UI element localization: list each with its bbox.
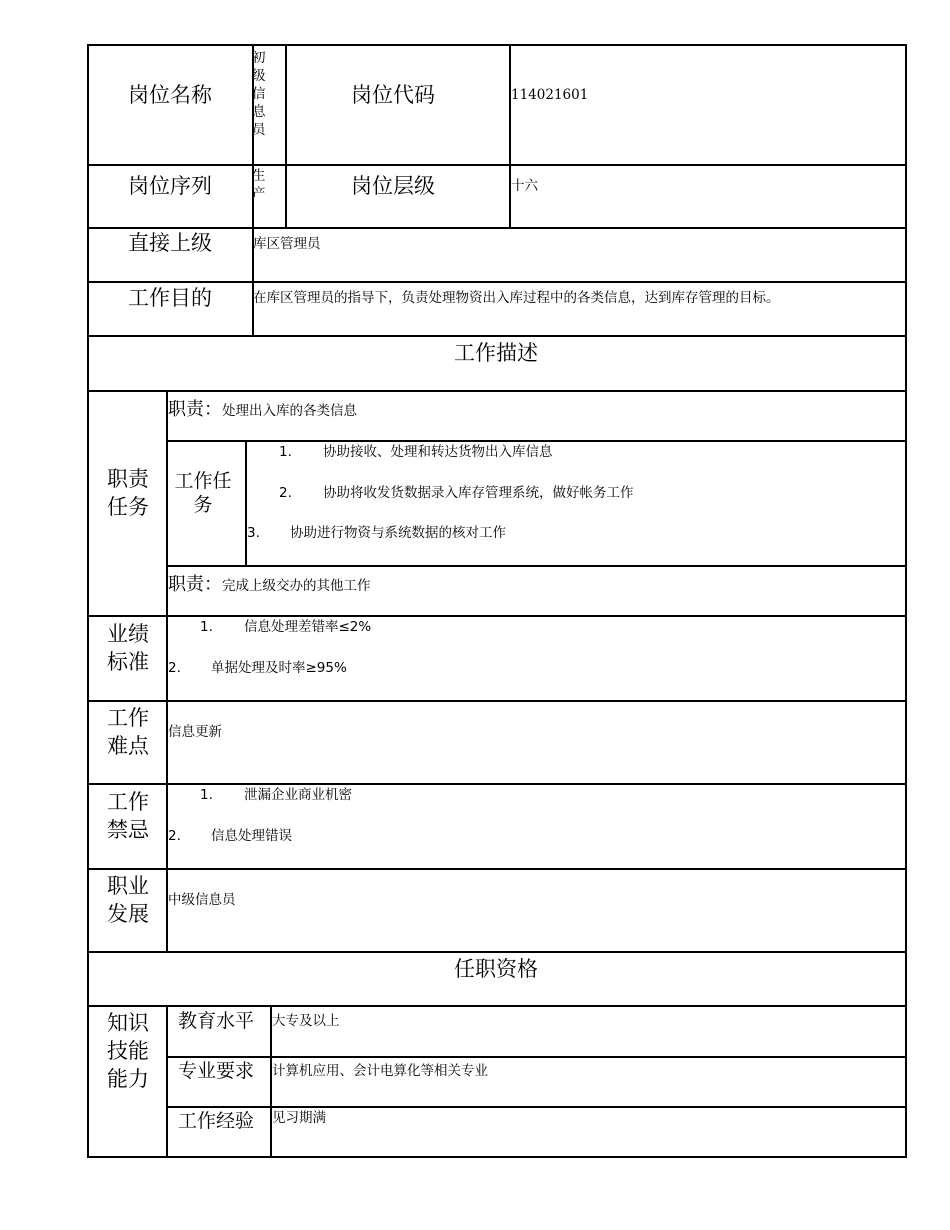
perf-1-text: 信息处理差错率≤2% xyxy=(244,619,372,635)
row-divider xyxy=(87,335,907,337)
row-divider xyxy=(87,868,907,870)
taboo-2-number: 2. xyxy=(168,828,181,844)
duty-1 xyxy=(168,395,357,421)
row-divider xyxy=(87,1005,907,1007)
position-level-label: 岗位层级 xyxy=(351,174,435,198)
perf-2-number: 2. xyxy=(168,660,181,676)
row-divider xyxy=(87,783,907,785)
major-label: 专业要求 xyxy=(178,1060,255,1082)
position-name-label: 岗位名称 xyxy=(128,83,212,107)
taboo-1-number: 1. xyxy=(200,787,213,803)
taboo-1-text: 泄漏企业商业机密 xyxy=(244,787,352,803)
perf-2-text: 单据处理及时率≥95% xyxy=(211,660,347,676)
position-level-value: 十六 xyxy=(511,178,538,194)
row-divider xyxy=(87,951,907,953)
table-border-right xyxy=(905,44,907,1158)
column-divider xyxy=(509,44,511,229)
job-purpose-label: 工作目的 xyxy=(128,286,212,310)
duty-prefix: 职责： xyxy=(168,399,222,420)
task-2-text: 协助将收发货数据录入库存管理系统，做好帐务工作 xyxy=(323,485,634,501)
experience-label: 工作经验 xyxy=(178,1110,255,1132)
duty-prefix: 职责： xyxy=(168,574,222,595)
position-code-label: 岗位代码 xyxy=(351,83,435,107)
row-divider xyxy=(87,390,907,392)
education-label: 教育水平 xyxy=(178,1010,255,1032)
task-1-number: 1. xyxy=(279,444,292,460)
difficulty-label: 工作难点 xyxy=(107,706,149,758)
table-border-top xyxy=(87,44,907,46)
duties-label: 职责任务 xyxy=(107,467,149,519)
kss-label: 知识技能能力 xyxy=(107,1011,149,1091)
taboo-label: 工作禁忌 xyxy=(107,790,149,842)
performance-label: 业绩标准 xyxy=(107,622,149,674)
column-divider xyxy=(166,1005,168,1158)
row-divider xyxy=(166,565,907,567)
row-divider xyxy=(166,1056,907,1058)
taboo-2-text: 信息处理错误 xyxy=(211,828,292,844)
task-2-number: 2. xyxy=(279,485,292,501)
duty-text: 处理出入库的各类信息 xyxy=(222,403,357,419)
row-divider xyxy=(87,164,907,166)
table-border-left xyxy=(87,44,89,1158)
row-divider xyxy=(87,700,907,702)
duty-text: 完成上级交办的其他工作 xyxy=(222,578,371,594)
major-value: 计算机应用、会计电算化等相关专业 xyxy=(272,1063,488,1079)
perf-1-number: 1. xyxy=(200,619,213,635)
section-title-job-description: 工作描述 xyxy=(454,341,538,365)
position-code-value: 114021601 xyxy=(511,87,589,103)
row-divider xyxy=(166,1106,907,1108)
career-label: 职业发展 xyxy=(107,874,149,926)
row-divider xyxy=(87,615,907,617)
position-name-value: 初级信息员 xyxy=(252,50,266,138)
direct-superior-value: 库区管理员 xyxy=(253,236,321,252)
position-sequence-value: 生产 xyxy=(252,168,266,202)
column-divider xyxy=(285,44,287,229)
section-title-qualifications: 任职资格 xyxy=(454,957,538,981)
row-divider xyxy=(166,440,907,442)
position-sequence-label: 岗位序列 xyxy=(128,174,212,198)
direct-superior-label: 直接上级 xyxy=(128,231,212,255)
tasks-label: 工作任务 xyxy=(174,470,232,516)
education-value: 大专及以上 xyxy=(272,1013,340,1029)
row-divider xyxy=(87,281,907,283)
task-3-text: 协助进行物资与系统数据的核对工作 xyxy=(290,525,506,541)
table-border-bottom xyxy=(87,1156,907,1158)
difficulty-text: 信息更新 xyxy=(168,724,222,740)
duty-2 xyxy=(168,570,371,596)
job-purpose-value: 在库区管理员的指导下，负责处理物资出入库过程中的各类信息，达到库存管理的目标。 xyxy=(253,290,780,306)
task-1-text: 协助接收、处理和转达货物出入库信息 xyxy=(323,444,553,460)
career-text: 中级信息员 xyxy=(168,892,236,908)
column-divider xyxy=(245,440,247,567)
experience-value: 见习期满 xyxy=(272,1110,326,1126)
task-3-number: 3. xyxy=(247,525,260,541)
